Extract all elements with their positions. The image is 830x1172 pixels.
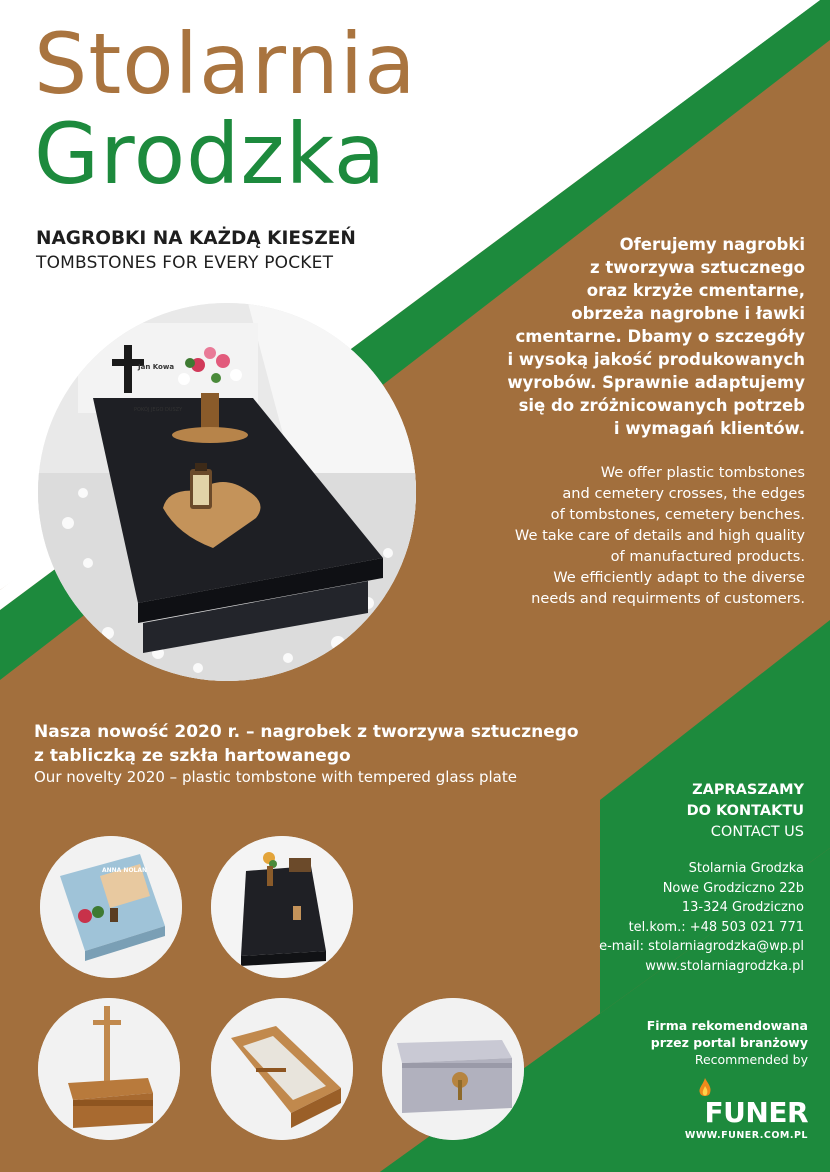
plaque-name: Jan Kowa <box>138 363 175 371</box>
novelty-en: Our novelty 2020 – plastic tombstone with tempered glass plate <box>34 768 517 786</box>
novelty-title <box>34 720 579 768</box>
contact-email[interactable]: e-mail: stolarniagrodzka@wp.pl <box>599 939 804 954</box>
contact-street: Nowe Grodziczno 22b <box>662 880 804 896</box>
thumb-wooden-edge-frame <box>211 998 353 1140</box>
contact-phone[interactable]: tel.kom.: +48 503 021 771 <box>628 919 804 935</box>
offer-en-line: and cemetery crosses, the edges <box>562 485 805 502</box>
recommended-line2: przez portal branżowy <box>650 1035 808 1050</box>
offer-pl-line: Oferujemy nagrobki <box>619 235 805 254</box>
offer-pl-line: cmentarne. Dbamy o szczegóły <box>515 327 805 346</box>
thumb3-illustration <box>38 998 180 1140</box>
thumb-tombstone-photo-glass <box>40 836 182 978</box>
offer-pl-line: obrzeża nagrobne i ławki <box>571 304 805 323</box>
thumb1-illustration <box>40 836 182 978</box>
offer-en-line: needs and requirments of customers. <box>531 590 805 607</box>
tagline-en: TOMBSTONES FOR EVERY POCKET <box>36 253 334 273</box>
thumb2-illustration <box>211 836 353 978</box>
offer-text-pl <box>405 233 805 440</box>
funer-wordmark: FUNER <box>704 1096 808 1129</box>
offer-pl-line: i wysoką jakość produkowanych <box>507 350 805 369</box>
novelty-line2: z tabliczką ze szkła hartowanego <box>34 746 351 766</box>
contact-heading-en: CONTACT US <box>710 824 804 840</box>
contact-heading1: ZAPRASZAMY <box>692 782 804 798</box>
contact-company: Stolarnia Grodzka <box>688 861 804 876</box>
recommended-block <box>568 1017 808 1068</box>
contact-website[interactable]: www.stolarniagrodzka.pl <box>645 958 804 974</box>
logo-stolarnia: Stolarnia <box>34 15 417 113</box>
funer-logo[interactable] <box>678 1078 808 1148</box>
recommended-line3: Recommended by <box>694 1052 808 1067</box>
contact-heading2: DO KONTAKTU <box>686 803 804 819</box>
offer-en-line: We take care of details and high quality <box>514 527 805 544</box>
offer-en-line: of manufactured products. <box>610 548 805 565</box>
funer-url: WWW.FUNER.COM.PL <box>684 1130 808 1141</box>
thumb-bench-photo <box>382 998 524 1140</box>
thumb-wooden-cross-frame <box>38 998 180 1140</box>
recommended-line1: Firma rekomendowana <box>646 1018 808 1033</box>
contact-city: 13-324 Grodziczno <box>681 900 804 915</box>
offer-en-line: of tombstones, cemetery benches. <box>550 506 805 523</box>
offer-pl-line: i wymagań klientów. <box>613 419 805 438</box>
hero-illustration <box>38 303 416 681</box>
offer-en-line: We efficiently adapt to the diverse <box>553 569 805 586</box>
thumb5-illustration <box>382 998 524 1140</box>
tagline-pl: NAGROBKI NA KAŻDĄ KIESZEŃ <box>36 228 356 249</box>
thumb4-illustration <box>211 998 353 1140</box>
novelty-line1: Nasza nowość 2020 r. – nagrobek z tworzywa sztucznego <box>34 722 579 742</box>
offer-text-en <box>405 462 805 609</box>
offer-pl-line: z tworzywa sztucznego <box>590 258 805 277</box>
logo-grodzka: Grodzka <box>34 105 387 203</box>
hero-tombstone-photo <box>38 303 416 681</box>
plaque-text: POKÓJ JEGO DUSZY <box>134 407 183 413</box>
offer-pl-line: oraz krzyże cmentarne, <box>586 281 805 300</box>
offer-pl-line: wyrobów. Sprawnie adaptujemy <box>507 373 805 392</box>
offer-pl-line: się do zróżnicowanych potrzeb <box>518 396 805 415</box>
offer-en-line: We offer plastic tombstones <box>600 464 805 481</box>
thumb1-plate-text: ANNA NOLAN <box>102 867 148 874</box>
contact-block <box>504 780 804 976</box>
thumb-tombstone-photo-black <box>211 836 353 978</box>
